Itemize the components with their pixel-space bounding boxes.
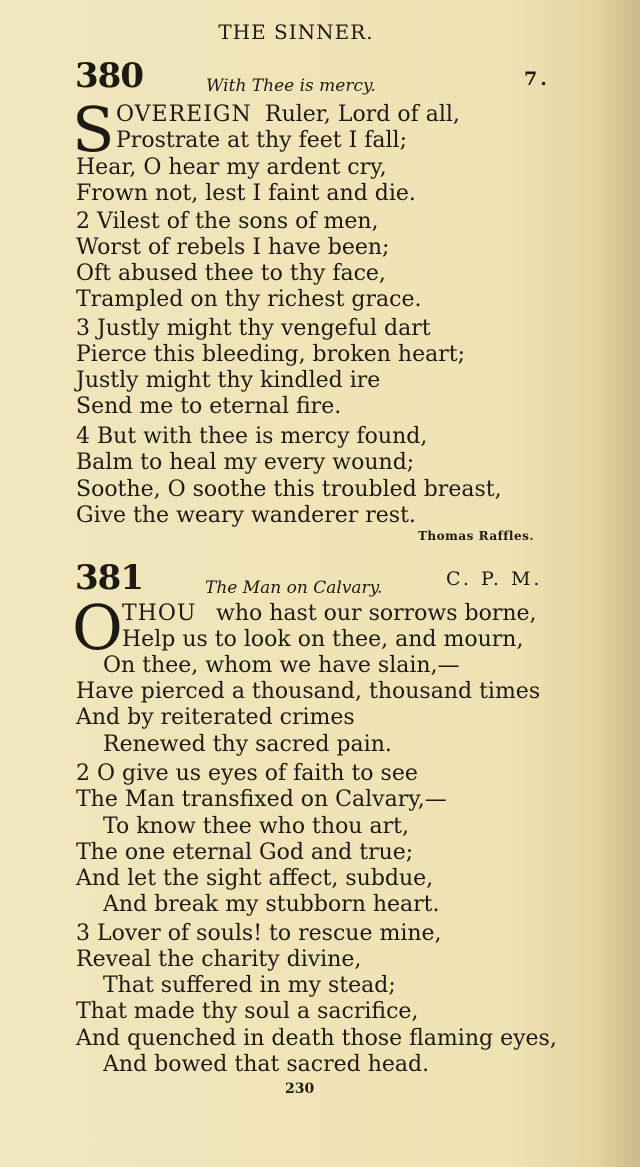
hymn-380-line: 2 Vilest of the sons of men,	[76, 209, 379, 234]
hymn-380-line: Frown not, lest I faint and die.	[76, 181, 416, 206]
hymn-381-line: Renewed thy sacred pain.	[103, 732, 392, 757]
hymn-380-line: Prostrate at thy feet I fall;	[116, 128, 408, 153]
hymn-380-first-word: OVEREIGN	[116, 102, 252, 127]
hymn-380-line: Balm to heal my every wound;	[76, 450, 415, 475]
hymn-381-line: On thee, whom we have slain,—	[103, 653, 460, 678]
hymn-381-line: who hast our sorrows borne,	[216, 601, 537, 626]
hymn-381-line: Help us to look on thee, and mourn,	[122, 627, 524, 652]
hymn-380-line: Worst of rebels I have been;	[76, 235, 390, 260]
hymn-380-line: Oft abused thee to thy face,	[76, 261, 386, 286]
hymn-381-line: The Man transfixed on Calvary,—	[76, 787, 447, 812]
hymn-number-381: 381	[75, 558, 143, 598]
hymn-381-line: And let the sight affect, subdue,	[76, 866, 434, 891]
hymn-381-line: And by reiterated crimes	[76, 705, 355, 730]
hymn-381-subtitle: The Man on Calvary.	[205, 578, 383, 598]
hymn-380-line: 4 But with thee is mercy found,	[76, 424, 428, 449]
hymn-381-meter: C. P. M.	[446, 568, 543, 590]
hymn-380-drop-cap: S	[72, 93, 115, 166]
hymn-380-line: Pierce this bleeding, broken heart;	[76, 342, 465, 367]
hymn-381-line: And break my stubborn heart.	[103, 892, 440, 917]
page-number: 230	[285, 1081, 315, 1097]
hymn-number-380: 380	[75, 56, 143, 96]
hymn-380-meter: 7.	[524, 68, 550, 90]
hymn-381-line: And bowed that sacred head.	[103, 1052, 430, 1077]
hymn-380-line: Ruler, Lord of all,	[265, 102, 460, 127]
hymn-381-line: And quenched in death those flaming eyes,	[76, 1026, 557, 1051]
hymn-380-line: 3 Justly might thy vengeful dart	[76, 316, 431, 341]
hymn-381-line: The one eternal God and true;	[76, 840, 414, 865]
hymn-381-line: That suffered in my stead;	[103, 973, 396, 998]
hymn-381-drop-cap: O	[72, 591, 123, 664]
hymn-380-line: Hear, O hear my ardent cry,	[76, 155, 387, 180]
hymn-380-author: Thomas Raffles.	[418, 529, 535, 543]
hymn-381-line: 3 Lover of souls! to rescue mine,	[76, 921, 442, 946]
hymn-380-line: Send me to eternal fire.	[76, 394, 342, 419]
hymn-381-line: 2 O give us eyes of faith to see	[76, 761, 418, 786]
hymn-381-first-word: THOU	[122, 601, 197, 626]
page-header: THE SINNER.	[218, 20, 374, 44]
hymn-381-line: That made thy soul a sacrifice,	[76, 999, 419, 1024]
hymn-381-line: Reveal the charity divine,	[76, 947, 362, 972]
hymn-380-line: Trampled on thy richest grace.	[76, 287, 422, 312]
hymn-380-line: Give the weary wanderer rest.	[76, 503, 416, 528]
hymn-381-line: Have pierced a thousand, thousand times	[76, 679, 541, 704]
hymn-381-line: To know thee who thou art,	[103, 814, 409, 839]
hymn-380-line: Soothe, O soothe this troubled breast,	[76, 477, 502, 502]
hymn-380-subtitle: With Thee is mercy.	[206, 76, 376, 96]
hymn-380-line: Justly might thy kindled ire	[76, 368, 381, 393]
